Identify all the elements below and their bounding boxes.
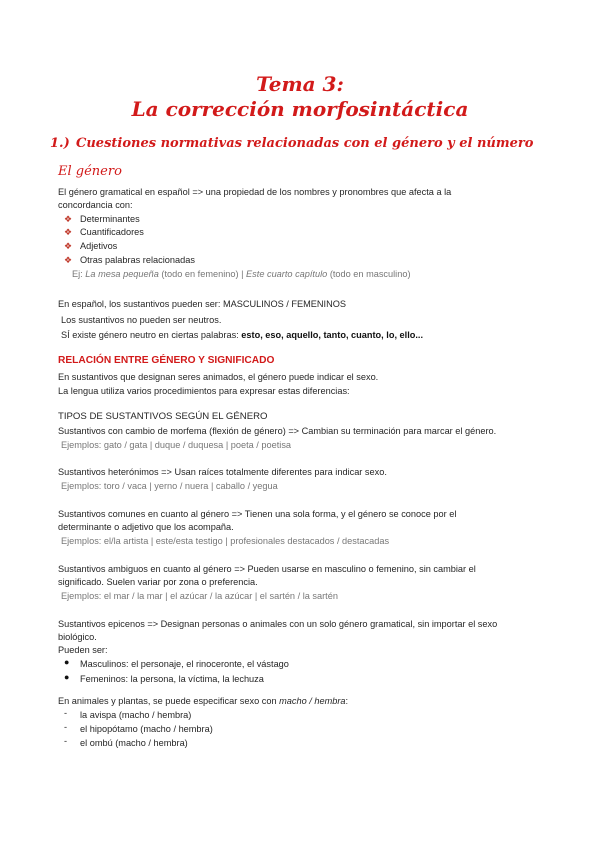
diamond-bullet-icon: ❖ <box>64 227 73 237</box>
paragraph-line: En animales y plantas, se puede especificar sexo con macho / hembra: <box>58 696 349 706</box>
section-heading <box>50 136 533 151</box>
list-item: Cuantificadores <box>80 227 144 237</box>
paragraph-line: Sustantivos con cambio de morfema (flexión de género) => Cambian su terminación para marcar el género. <box>58 426 497 436</box>
paragraph-line: La lengua utiliza varios procedimientos para expresar estas diferencias: <box>58 386 350 396</box>
paragraph-line: Sustantivos heterónimos => Usan raíces totalmente diferentes para indicar sexo. <box>58 467 387 477</box>
paragraph-line: Los sustantivos no pueden ser neutros. <box>61 315 222 325</box>
list-item: Determinantes <box>80 214 140 224</box>
paragraph-line: En sustantivos que designan seres animados, el género puede indicar el sexo. <box>58 372 379 382</box>
list-item: Masculinos: el personaje, el rinoceronte, el vástago <box>80 659 289 669</box>
example-line: Ej: La mesa pequeña (todo en femenino) | Este cuarto capítulo (todo en masculino) <box>72 269 411 279</box>
list-item: Otras palabras relacionadas <box>80 255 195 265</box>
list-item: Adjetivos <box>80 241 118 251</box>
paragraph-line: biológico. <box>58 632 97 642</box>
chapter-title: Tema 3: <box>256 72 344 96</box>
list-item: Femeninos: la persona, la víctima, la lechuza <box>80 674 264 684</box>
paragraph-line: significado. Suelen variar por zona o preferencia. <box>58 577 258 587</box>
section-title: Cuestiones normativas relacionadas con el género y el número <box>76 136 534 151</box>
section-number: 1.) <box>50 136 70 151</box>
paragraph-line: Pueden ser: <box>58 645 108 655</box>
list-item: la avispa (macho / hembra) <box>80 710 192 720</box>
section-subheading-relacion: RELACIÓN ENTRE GÉNERO Y SIGNIFICADO <box>58 355 275 366</box>
example-line: Ejemplos: el mar / la mar | el azúcar / la azúcar | el sartén / la sartén <box>61 591 338 601</box>
diamond-bullet-icon: ❖ <box>64 241 73 251</box>
paragraph-line: El género gramatical en español => una propiedad de los nombres y pronombres que afecta a la <box>58 187 452 197</box>
chapter-subtitle: La corrección morfosintáctica <box>131 97 469 121</box>
bullet-dot-icon: ● <box>64 672 70 682</box>
dash-bullet-icon: - <box>64 708 68 718</box>
paragraph-line: En español, los sustantivos pueden ser: MASCULINOS / FEMENINOS <box>58 299 346 309</box>
list-item: el hipopótamo (macho / hembra) <box>80 724 213 734</box>
paragraph-line: Sustantivos comunes en cuanto al género => Tienen una sola forma, y el género se conoce por el <box>58 509 457 519</box>
subheading-genero: El género <box>58 164 122 179</box>
diamond-bullet-icon: ❖ <box>64 214 73 224</box>
paragraph-line: Sustantivos epicenos => Designan personas o animales con un solo género gramatical, sin importar el sexo <box>58 619 498 629</box>
paragraph-line: SÍ existe género neutro en ciertas palabras: esto, eso, aquello, tanto, cuanto, lo, ello... <box>61 330 424 340</box>
dash-bullet-icon: - <box>64 736 68 746</box>
tipos-heading: TIPOS DE SUSTANTIVOS SEGÚN EL GÉNERO <box>58 411 268 422</box>
diamond-bullet-icon: ❖ <box>64 255 73 265</box>
dash-bullet-icon: - <box>64 722 68 732</box>
paragraph-line: concordancia con: <box>58 200 133 210</box>
paragraph-line: determinante o adjetivo que los acompaña. <box>58 522 234 532</box>
bullet-dot-icon: ● <box>64 657 70 667</box>
example-line: Ejemplos: gato / gata | duque / duquesa | poeta / poetisa <box>61 440 292 450</box>
example-line: Ejemplos: el/la artista | este/esta testigo | profesionales destacados / destacadas <box>61 536 390 546</box>
list-item: el ombú (macho / hembra) <box>80 738 188 748</box>
paragraph-line: Sustantivos ambiguos en cuanto al género => Pueden usarse en masculino o femenino, sin cambiar el <box>58 564 476 574</box>
example-line: Ejemplos: toro / vaca | yerno / nuera | caballo / yegua <box>61 481 278 491</box>
